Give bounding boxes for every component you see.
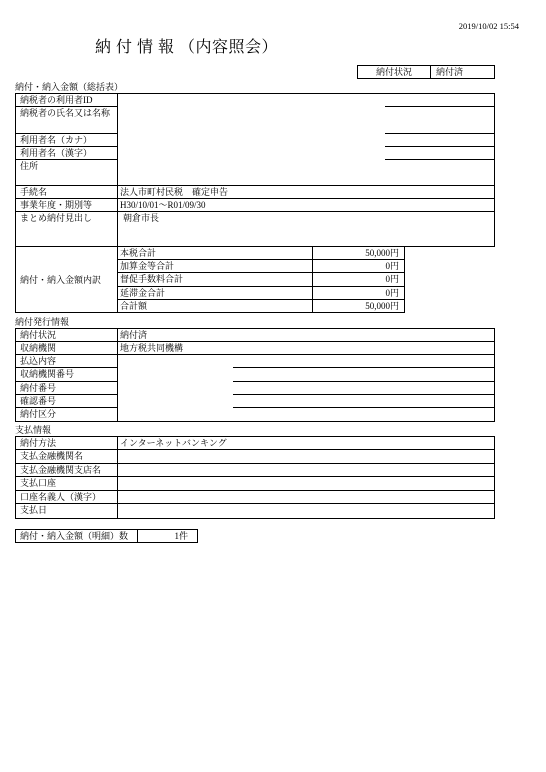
issue-row-label: 納付状況 [15, 328, 118, 342]
user-name-kana-label: 利用者名（カナ） [15, 133, 118, 147]
payment-row-value [117, 476, 495, 491]
status-box-label: 納付状況 [357, 65, 431, 79]
bundle-heading-label: まとめ納付見出し [15, 211, 118, 247]
payment-row-value [117, 463, 495, 477]
row-divider [385, 133, 495, 134]
status-box-value: 納付済 [430, 65, 495, 79]
issue-row-label: 納付番号 [15, 381, 118, 395]
breakdown-item-value: 0円 [312, 259, 405, 273]
procedure-value: 法人市町村民税 確定申告 [117, 185, 495, 199]
breakdown-item-value: 0円 [312, 272, 405, 287]
breakdown-total-value: 50,000円 [312, 299, 405, 313]
payment-info-section-label: 支払情報 [15, 425, 52, 435]
taxpayer-name-label: 納税者の氏名又は名称 [15, 106, 118, 134]
payment-row-label: 支払金融機関名 [15, 449, 118, 464]
payment-row-label: 納付方法 [15, 436, 118, 450]
issue-row-label: 払込内容 [15, 354, 118, 368]
print-timestamp: 2019/10/02 15:54 [458, 21, 519, 31]
breakdown-item-label: 本税合計 [117, 246, 313, 260]
procedure-label: 手続名 [15, 185, 118, 199]
payment-row-value [117, 490, 495, 504]
detail-count-label: 納付・納入金額（明細）数 [15, 529, 138, 543]
row-divider [233, 394, 495, 395]
summary-section-label: 納付・納入金額（総括表） [15, 82, 124, 92]
issue-row-label: 収納機関番号 [15, 367, 118, 382]
user-name-kanji-label: 利用者名（漢字） [15, 146, 118, 160]
issue-row-value: 地方税共同機構 [117, 341, 495, 355]
breakdown-label [15, 246, 118, 313]
detail-count-value: 1件 [137, 529, 198, 543]
fiscal-period-label: 事業年度・期別等 [15, 198, 118, 212]
taxpayer-id-label: 納税者の利用者ID [15, 93, 118, 107]
row-divider [385, 146, 495, 147]
payment-row-label: 支払口座 [15, 476, 118, 491]
breakdown-item-value: 50,000円 [312, 246, 405, 260]
payment-row-label: 口座名義人（漢字） [15, 490, 118, 504]
breakdown-item-label: 督促手数料合計 [117, 272, 313, 287]
breakdown-item-label: 延滞金合計 [117, 286, 313, 300]
issue-row-label: 収納機関 [15, 341, 118, 355]
breakdown-item-value: 0円 [312, 286, 405, 300]
breakdown-total-label: 合計額 [117, 299, 313, 313]
row-divider [385, 159, 495, 160]
address-label: 住所 [15, 159, 118, 186]
breakdown-item-label: 加算金等合計 [117, 259, 313, 273]
row-divider [385, 106, 495, 107]
payment-row-value [117, 503, 495, 519]
row-divider [233, 367, 495, 368]
page-title: 納 付 情 報 （内容照会） [95, 39, 279, 56]
payment-row-value: インターネットバンキング [117, 436, 495, 450]
issue-info-value-block [117, 354, 495, 422]
issue-info-section-label: 納付発行情報 [15, 317, 70, 327]
payment-row-label: 支払日 [15, 503, 118, 519]
fiscal-period-value: H30/10/01～R01/09/30 [117, 198, 495, 212]
issue-row-label: 確認番号 [15, 394, 118, 408]
row-divider [233, 407, 495, 408]
row-divider [233, 381, 495, 382]
bundle-heading-value: 朝倉市長 [117, 211, 495, 247]
issue-row-value: 納付済 [117, 328, 495, 342]
issue-row-label: 納付区分 [15, 407, 118, 422]
payment-row-value [117, 449, 495, 464]
payment-row-label: 支払金融機関支店名 [15, 463, 118, 477]
breakdown-label-text: 納付・納入金額内訳 [20, 274, 102, 285]
